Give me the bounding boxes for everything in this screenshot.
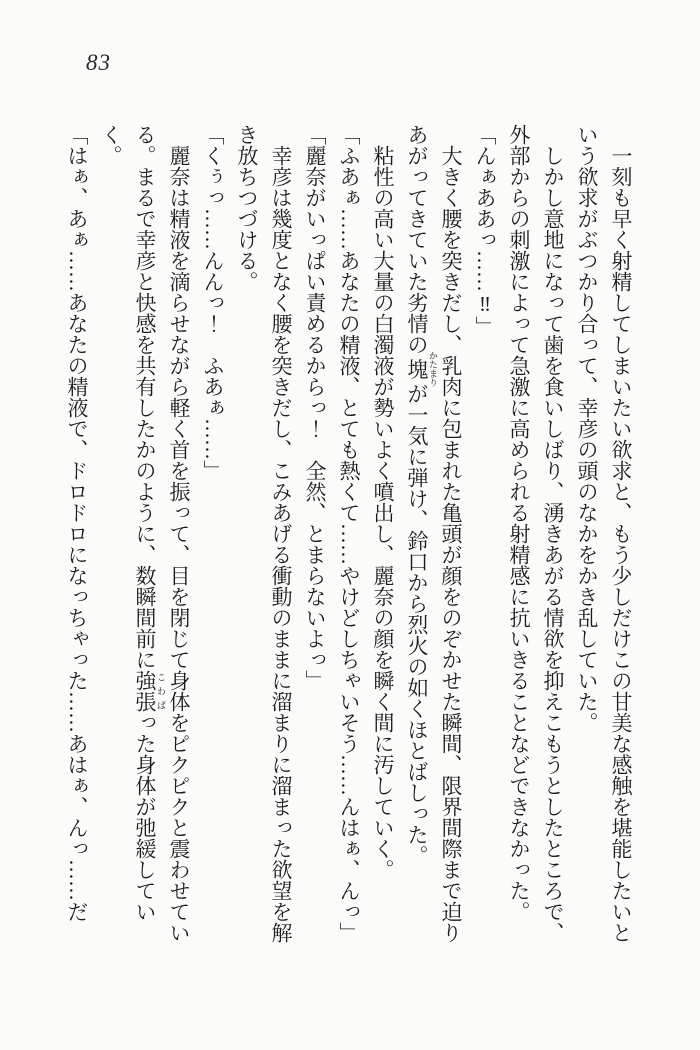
furigana: 強張 こわば: [133, 670, 166, 712]
paragraph: 「はぁ、あぁ……あなたの精液で、ドロドロになっちゃった……あはぁ、んっ……だ: [65, 124, 89, 922]
page-text: [60, 124, 638, 944]
furigana: 塊 かたまり: [405, 351, 438, 387]
paragraph: 一刻も早く射精してしまいたい欲求と、もう少しだけこの甘美な感触を堪能したいという欲求がぶつかり合って、幸彦の頭のなかをかき乱していた。: [575, 124, 633, 943]
paragraph: しかし意地になって歯を食いしばり、湧きあがる情欲を抑えこもうとしたところで、外部からの刺激によって急激に高められる射精感に抗いきることなどできなかった。: [507, 124, 565, 943]
paragraph: 大きく腰を突きだし、乳肉に包まれた亀頭が顔をのぞかせた瞬間、限界間際まで迫りあがってきていた劣情の塊 かたまりが一気に弾け、鈴口から烈火の如くほとばしった。: [405, 124, 463, 943]
paragraph: 麗奈は精液を滴らせながら軽く首を振って、目を閉じて身体をピクピクと震わせている。まるで幸彦と快感を共有したかのように、数瞬間前に強張 こわばった身体が弛緩していく。: [99, 124, 191, 943]
paragraph: 「麗奈がいっぱい責めるからっ！ 全然、とまらないよっ」: [303, 124, 327, 691]
paragraph: 粘性の高い大量の白濁液が勢いよく噴出し、麗奈の顔を瞬く間に汚していく。: [371, 145, 395, 880]
paragraph: 「ふあぁ……あなたの精液、とても熱くて……やけどしちゃいそう……んはぁ、んっ」: [337, 124, 361, 943]
page-number: 83: [86, 50, 111, 75]
paragraph: 幸彦は幾度となく腰を突きだし、こみあげる衝動のままに溜まりに溜まった欲望を解き放ちつづける。: [235, 124, 293, 943]
paragraph: 「くぅっ……んんっ！ ふあぁ……」: [201, 124, 225, 481]
paragraph: 「んぁああっ……‼」: [473, 124, 497, 337]
